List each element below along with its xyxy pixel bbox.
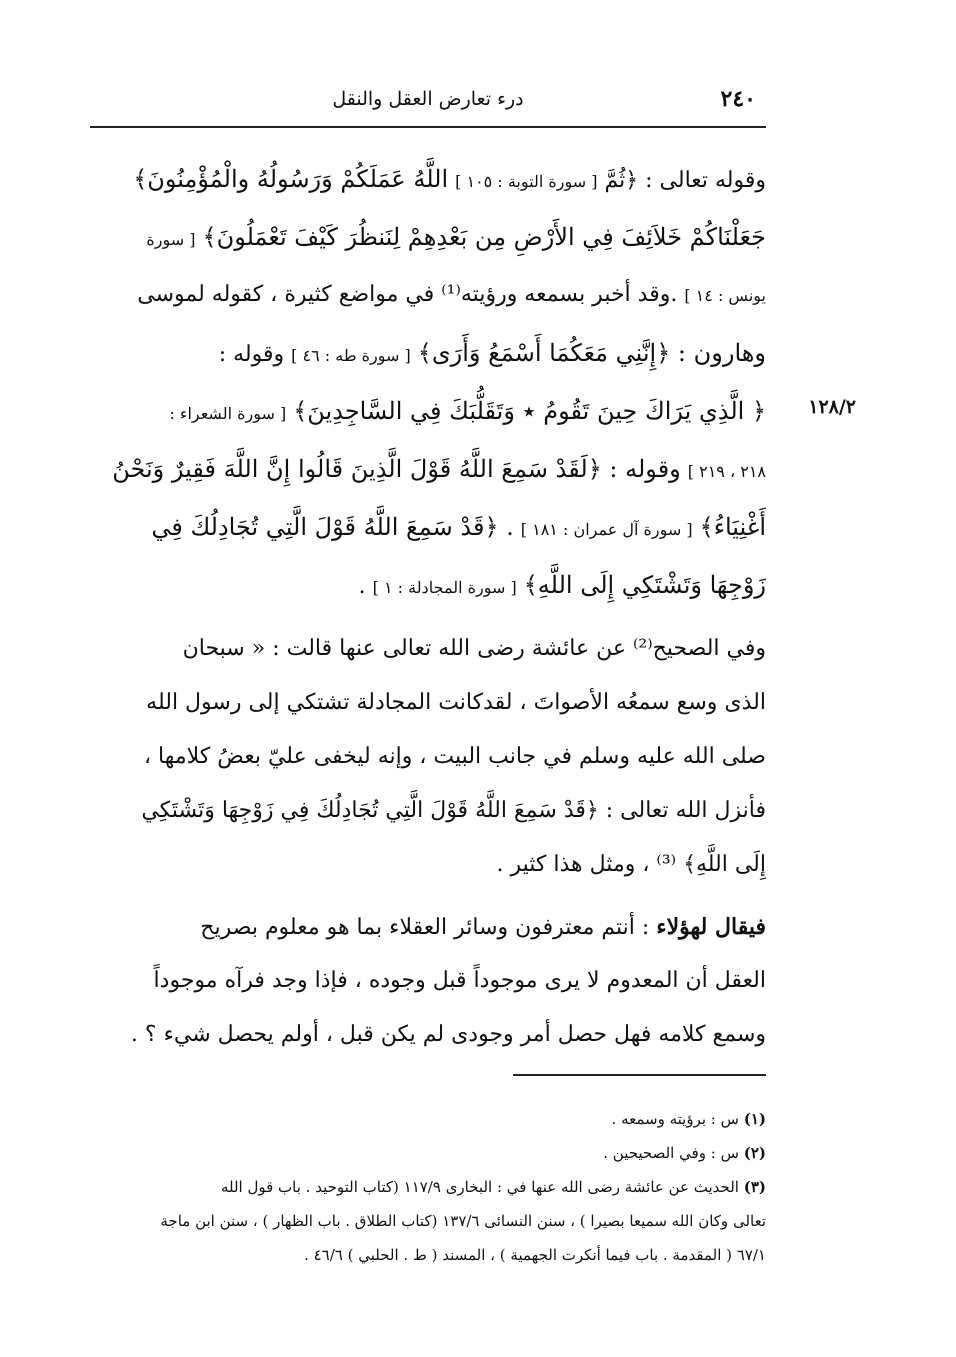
running-title: درء تعارض العقل والنقل [332,88,524,110]
page-header [90,82,766,122]
text-line: الذى وسع سمعُه الأصواتَ ، لقدكانت المجادلة تشتكي إلى رسول الله [146,690,766,715]
footnote-3-cont: ٦٧/١ ( المقدمة . باب فيما أنكرت الجهمية ) ، المسند ( ط . الحلبي ) ٤٦/٦ . [304,1246,766,1264]
footnote-3: (٣) الحديث عن عائشة رضى الله عنها في : البخارى ١١٧/٩ (كتاب التوحيد . باب قول الله [220,1178,766,1196]
text-line: أَغْنِيَاءُ﴾ [ سورة آل عمران : ١٨١ ] . ﴿قَدْ سَمِعَ اللَّهُ قَوْلَ الَّتِي تُجَادِلُكَ فِي [151,513,766,541]
text-line: يونس : ١٤ ] .وقد أخبر بسمعه ورؤيته⁽¹⁾ في مواضع كثيرة ، كقوله لموسى [137,282,766,307]
margin-reference: ١٢٨/٢ [808,396,856,418]
text-line: وقوله تعالى : ﴿ثُمَّ [ سورة التوبة : ١٠٥ ] اللَّهُ عَمَلَكُمْ وَرَسُولُهُ والْمُؤْمِنُونَ﴾ [133,165,766,193]
text-line: فيقال لهؤلاء : أنتم معترفون وسائر العقلاء بما هو معلوم بصريح [200,914,766,940]
footnote-1: (١) س : برؤيته وسمعه . [611,1110,766,1128]
text-line: زَوْجِهَا وَتَشْتَكِي إِلَى اللَّهِ﴾ [ سورة المجادلة : ١ ] . [358,571,766,599]
text-line: وسمع كلامه فهل حصل أمر وجودى لم يكن قبل ، أولم يحصل شيء ؟ . [130,1022,766,1047]
text-line: وفي الصحيح⁽²⁾ عن عائشة رضى الله تعالى عنها قالت : « سبحان [182,636,766,661]
header-rule [90,126,766,128]
page-number: ٢٤٠ [720,86,756,112]
footnote-rule [513,1074,766,1076]
text-line: ٢١٨ ، ٢١٩ ] وقوله : ﴿لَقَدْ سَمِعَ اللَّهُ قَوْلَ الَّذِينَ قَالُوا إِنَّ اللَّهَ فَقِيرٌ وَنَحْنُ [112,455,766,483]
footnote-3-cont: تعالى وكان الله سميعا بصيرا ) ، سنن النسائى ١٣٧/٦ (كتاب الطلاق . باب الظهار ) ، سنن ابن ماجة [160,1212,766,1230]
text-line: جَعَلْنَاكُمْ خَلاَئِفَ فِي الأَرْضِ مِن بَعْدِهِمْ لِنَنظُرَ كَيْفَ تَعْمَلُونَ﴾ [ سورة [146,223,766,251]
text-line: إِلَى اللَّهِ﴾ ⁽³⁾ ، ومثل هذا كثير . [496,852,766,877]
footnote-2: (٢) س : وفي الصحيحين . [603,1144,766,1162]
text-line: صلى الله عليه وسلم في جانب البيت ، وإنه ليخفى عليّ بعضُ كلامها ، [143,744,766,769]
text-line: ﴿ الَّذِي يَرَاكَ حِينَ تَقُومُ ٭ وَتَقَلُّبَكَ فِي السَّاجِدِينَ﴾ [ سورة الشعراء : [169,397,766,425]
text-line: العقل أن المعدوم لا يرى موجوداً قبل وجوده ، فإذا وجد فرآه موجوداً [153,968,766,993]
text-line: فأنزل الله تعالى : ﴿قَدْ سَمِعَ اللَّهُ قَوْلَ الَّتِي تُجَادِلُكَ فِي زَوْجِهَا وَتَشْتَكِي [141,798,766,823]
text-line: وهارون : ﴿إِنَّنِي مَعَكُمَا أَسْمَعُ وَأَرَى﴾ [ سورة طه : ٤٦ ] وقوله : [218,339,766,367]
lead-phrase: فيقال لهؤلاء [656,914,766,940]
